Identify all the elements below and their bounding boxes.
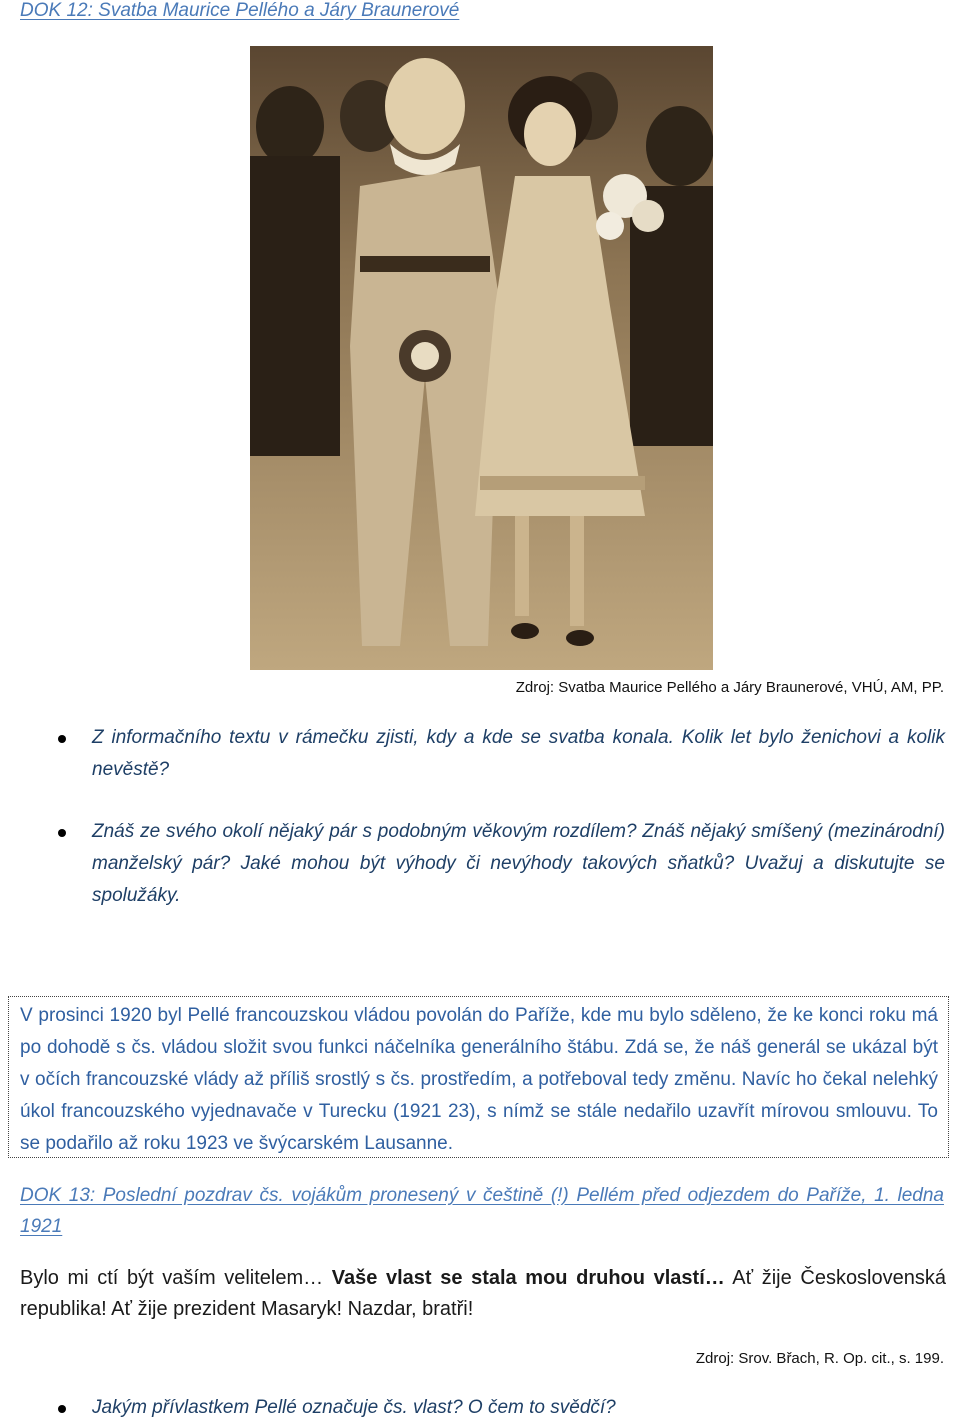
quote-part-1: Bylo mi ctí být vaším velitelem… [20, 1267, 332, 1289]
doc12-heading: DOK 12: Svatba Maurice Pellého a Járy Braunerové [20, 0, 460, 21]
info-box [8, 996, 949, 1158]
question-item [0, 1392, 945, 1424]
quote-part-2: Ať žije Československá republika! Ať žije prezident Masaryk! Nazdar, bratři! [20, 1267, 946, 1320]
question-text: Znáš ze svého okolí nějaký pár s podobným věkovým rozdílem? Znáš nějaký smíšený (mezinárodní) manželský pár? Jaké mohou být výhody či nevýhody takových sňatků? Uvažuj a diskutujte se spolužáky. [92, 821, 945, 906]
info-box-text: V prosinci 1920 byl Pellé francouzskou vládou povolán do Paříže, kde mu bylo sděleno, že ke konci roku má po dohodě s čs. vládou složit svou funkci náčelníka generálního štábu. Zdá se, že náš generál se ukázal být v očích francouzské vlády až příliš srostlý s čs. prostředím, a potřeboval tedy změnu. Navíc ho čekal nelehký úkol francouzského vyjednavače v Turecku (1921 23), s nímž se stále nedařilo uzavřít mírovou smlouvu. To se podařilo až roku 1923 ve švýcarském Lausanne. [20, 1005, 938, 1154]
question-item [0, 816, 945, 912]
question-text: Z informačního textu v rámečku zjisti, kdy a kde se svatba konala. Kolik let bylo ženichovi a kolik nevěstě? [92, 727, 945, 780]
doc12-source: Zdroj: Svatba Maurice Pellého a Járy Braunerové, VHÚ, AM, PP. [515, 679, 944, 696]
question-item [0, 722, 945, 786]
pelle-quote [20, 1263, 946, 1325]
wedding-photo [250, 46, 713, 670]
doc13-questions [0, 1392, 945, 1424]
doc13-heading: DOK 13: Poslední pozdrav čs. vojákům pronesený v češtině (!) Pellém před odjezdem do Paříže, 1. ledna 1921 [20, 1185, 944, 1237]
quote-bold: Vaše vlast se stala mou druhou vlastí… [331, 1267, 725, 1289]
bullet-icon [58, 1405, 66, 1413]
doc13-source: Zdroj: Srov. Břach, R. Op. cit., s. 199. [695, 1350, 944, 1367]
bullet-icon [58, 829, 66, 837]
doc12-questions [0, 722, 945, 912]
bullet-icon [58, 735, 66, 743]
question-text: Jakým přívlastkem Pellé označuje čs. vlast? O čem to svědčí? [92, 1397, 616, 1418]
